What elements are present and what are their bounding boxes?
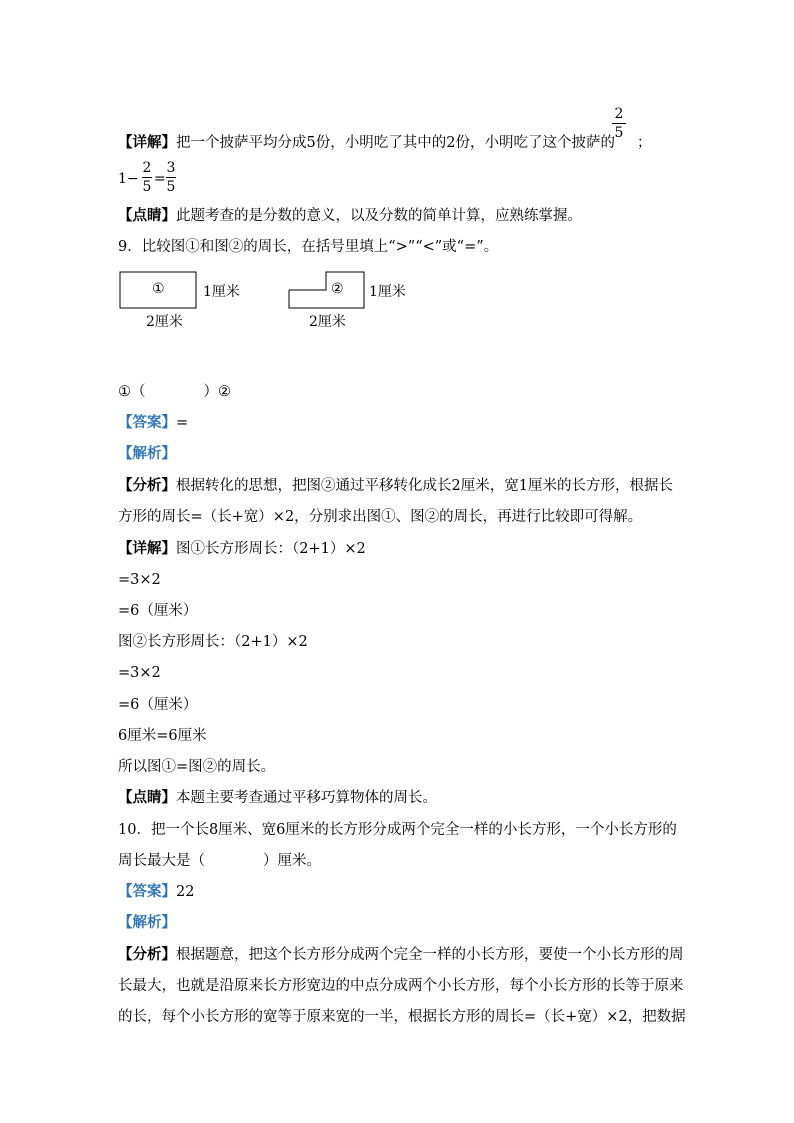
q9-detail-line-2: =3×2 xyxy=(118,572,161,588)
detail-end: ； xyxy=(636,135,652,151)
q9-detail-line-1 xyxy=(118,539,366,559)
q9-detail-line-3: =6（厘米） xyxy=(118,603,198,619)
question-9-blank: ①（ ）② xyxy=(118,384,231,400)
fraction-numerator: 3 xyxy=(166,160,176,176)
q9-detail-line-6: =6（厘米） xyxy=(118,697,198,713)
q9-analysis-label: 【解析】 xyxy=(118,445,176,462)
figure-2-shape xyxy=(289,272,364,308)
point-text: 此题考查的是分数的意义，以及分数的简单计算，应熟练掌握。 xyxy=(176,208,582,224)
equation-equals: = xyxy=(154,171,166,187)
fraction-denominator: 5 xyxy=(142,179,152,195)
fraction-numerator: 2 xyxy=(614,106,624,122)
point-label: 【点睛】 xyxy=(118,207,176,224)
figure-1-bottom-label: 2厘米 xyxy=(146,314,183,330)
q9-answer-line xyxy=(118,413,188,433)
q9-detail-line-7: 6厘米=6厘米 xyxy=(118,728,207,744)
detail-label: 【详解】 xyxy=(118,540,176,557)
q10-analysis-label: 【解析】 xyxy=(118,914,176,931)
fraction-denominator: 5 xyxy=(614,125,624,141)
answer-value: = xyxy=(176,415,189,431)
fraction-numerator: 2 xyxy=(142,160,152,176)
figure-1-side-label: 1厘米 xyxy=(203,284,240,300)
q9-detail-line-4: 图②长方形周长：（2+1）×2 xyxy=(118,634,308,650)
fraction-denominator: 5 xyxy=(166,179,176,195)
q10-fenxi-line-2: 长最大，也就是沿原来长方形宽边的中点分成两个小长方形，每个小长方形的长等于原来 xyxy=(118,978,684,994)
q9-detail-line-8: 所以图①=图②的周长。 xyxy=(118,759,276,775)
q9-detail-line-5: =3×2 xyxy=(118,665,161,681)
answer-label: 【答案】 xyxy=(118,883,176,900)
point-text: 本题主要考查通过平移巧算物体的周长。 xyxy=(176,790,437,806)
q9-point-line xyxy=(118,788,437,808)
fenxi-text-1: 根据转化的思想，把图②通过平移转化成长2厘米，宽1厘米的长方形，根据长 xyxy=(176,478,673,494)
figure-2-bottom-label: 2厘米 xyxy=(309,314,346,330)
detail-label: 【详解】 xyxy=(118,134,176,151)
detail-text-1: 图①长方形周长：（2+1）×2 xyxy=(176,541,366,557)
fenxi-label: 【分析】 xyxy=(118,477,176,494)
q10-fenxi-line-1 xyxy=(118,945,684,965)
figure-2-side-label: 1厘米 xyxy=(369,284,406,300)
point-label: 【点睛】 xyxy=(118,789,176,806)
answer-value: 22 xyxy=(176,884,195,900)
q10-fenxi-line-3: 的长，每个小长方形的宽等于原来宽的一半，根据长方形的周长=（长+宽）×2，把数据 xyxy=(118,1009,686,1025)
question-10-line-2: 周长最大是（ ）厘米。 xyxy=(118,853,321,869)
q10-answer-line xyxy=(118,882,194,902)
question-9: 9．比较图①和图②的周长，在括号里填上“>”“<”或“=”。 xyxy=(118,239,499,255)
q9-fenxi-line-1 xyxy=(118,476,673,496)
answer-label: 【答案】 xyxy=(118,414,176,431)
fenxi-label: 【分析】 xyxy=(118,946,176,963)
equation-one: 1− xyxy=(118,171,139,187)
question-10-line-1: 10．把一个长8厘米、宽6厘米的长方形分成两个完全一样的小长方形，一个小长方形的 xyxy=(118,822,677,838)
detail-text: 把一个披萨平均分成5份，小明吃了其中的2份，小明吃了这个披萨的 xyxy=(176,135,615,151)
fenxi-text-1: 根据题意，把这个长方形分成两个完全一样的小长方形，要使一个小长方形的周 xyxy=(176,947,684,963)
figure-1-symbol: ① xyxy=(152,281,165,297)
figure-2-symbol: ② xyxy=(331,281,344,297)
q9-fenxi-line-2: 方形的周长=（长+宽）×2，分别求出图①、图②的周长，再进行比较即可得解。 xyxy=(118,509,643,525)
